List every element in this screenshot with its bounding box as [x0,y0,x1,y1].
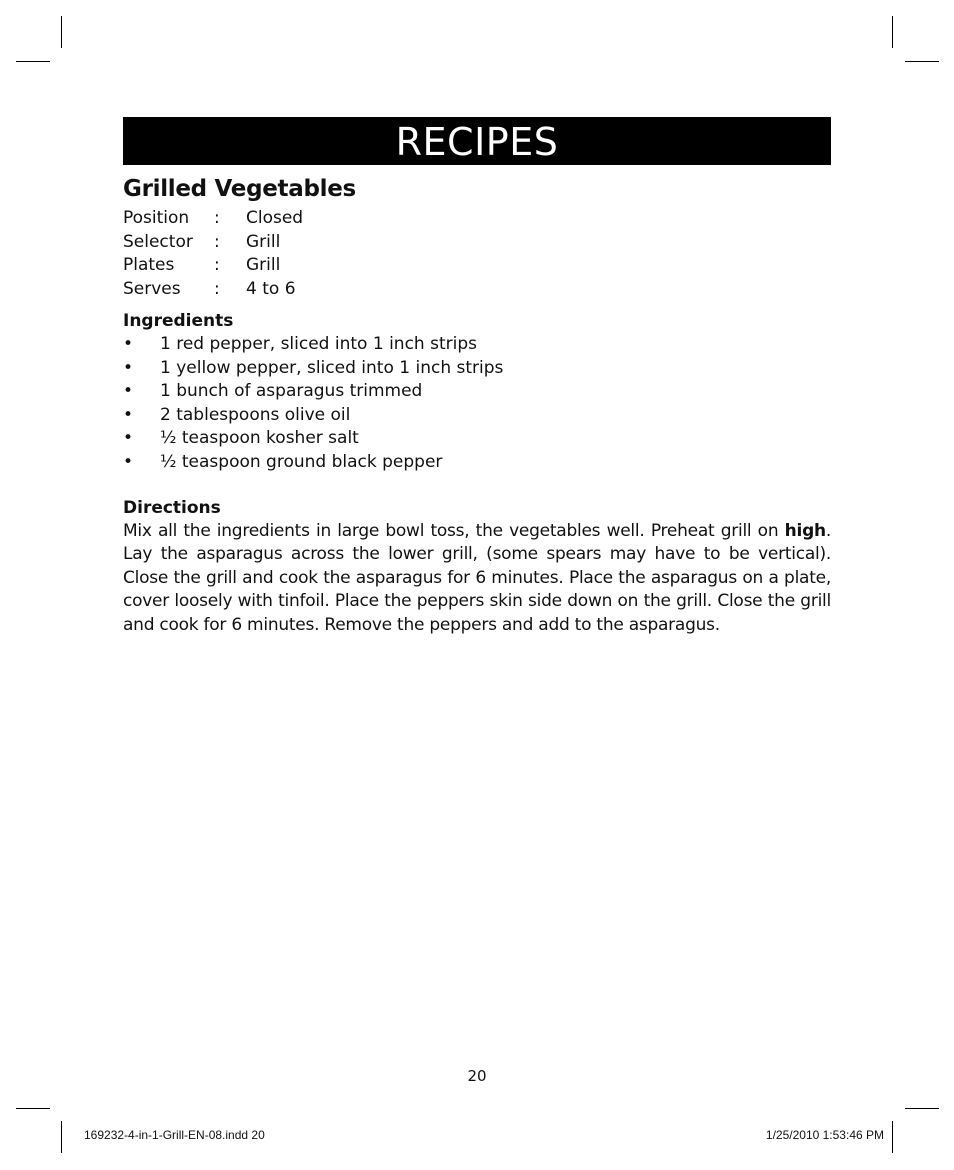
bullet-icon: • [123,381,134,401]
ingredient-text: 1 yellow pepper, sliced into 1 inch strips [160,357,504,378]
directions-text: . Lay the asparagus across the lower grill, (some spears may have to be vertical). Close the grill and cook the asparagus for 6 minutes. Place the asparagus on a plate, cover loosely with tinfoil. Place the peppers skin side down on the grill. Close the grill and cook for 6 minutes. Remove the peppers and add to the asparagus. [123,521,831,635]
slug-filename: 169232-4-in-1-Grill-EN-08.indd 20 [84,1128,265,1142]
directions-text: Mix all the ingredients in large bowl toss, the vegetables well. Preheat grill on [123,521,785,541]
bullet-icon: • [123,404,134,425]
bullet-icon: • [123,357,134,378]
setting-value: 4 to 6 [246,278,296,299]
directions-emphasis: high [784,521,826,541]
crop-mark [905,61,939,62]
setting-label: Selector [123,231,193,252]
recipe-title: Grilled Vegetables [123,176,356,202]
crop-mark [61,1121,62,1153]
setting-value: Closed [246,208,304,228]
bullet-icon: • [123,451,134,472]
crop-mark [61,16,62,48]
section-banner: RECIPES [123,117,831,165]
crop-mark [892,16,893,48]
setting-value: Grill [246,231,281,252]
page-number: 20 [467,1067,487,1085]
ingredient-text: 1 bunch of asparagus trimmed [160,381,423,401]
setting-label: Plates [123,255,175,275]
crop-mark [892,1121,893,1153]
crop-mark [16,61,50,62]
ingredient-text: ½ teaspoon ground black pepper [160,451,443,472]
ingredient-text: 1 red pepper, sliced into 1 inch strips [160,334,477,354]
ingredient-text: ½ teaspoon kosher salt [160,428,359,448]
ingredient-text: 2 tablespoons olive oil [160,404,351,425]
crop-mark [16,1108,50,1109]
setting-separator: : [214,208,220,228]
directions-heading: Directions [123,498,221,518]
bullet-icon: • [123,428,134,448]
slug-timestamp: 1/25/2010 1:53:46 PM [765,1128,884,1142]
crop-mark [905,1108,939,1109]
setting-separator: : [214,231,220,252]
setting-label: Position [123,208,190,228]
directions-paragraph [123,520,831,637]
ingredients-heading: Ingredients [123,311,234,331]
bullet-icon: • [123,334,134,354]
setting-label: Serves [123,278,181,299]
setting-separator: : [214,255,220,275]
setting-value: Grill [246,255,281,275]
setting-separator: : [214,278,220,299]
